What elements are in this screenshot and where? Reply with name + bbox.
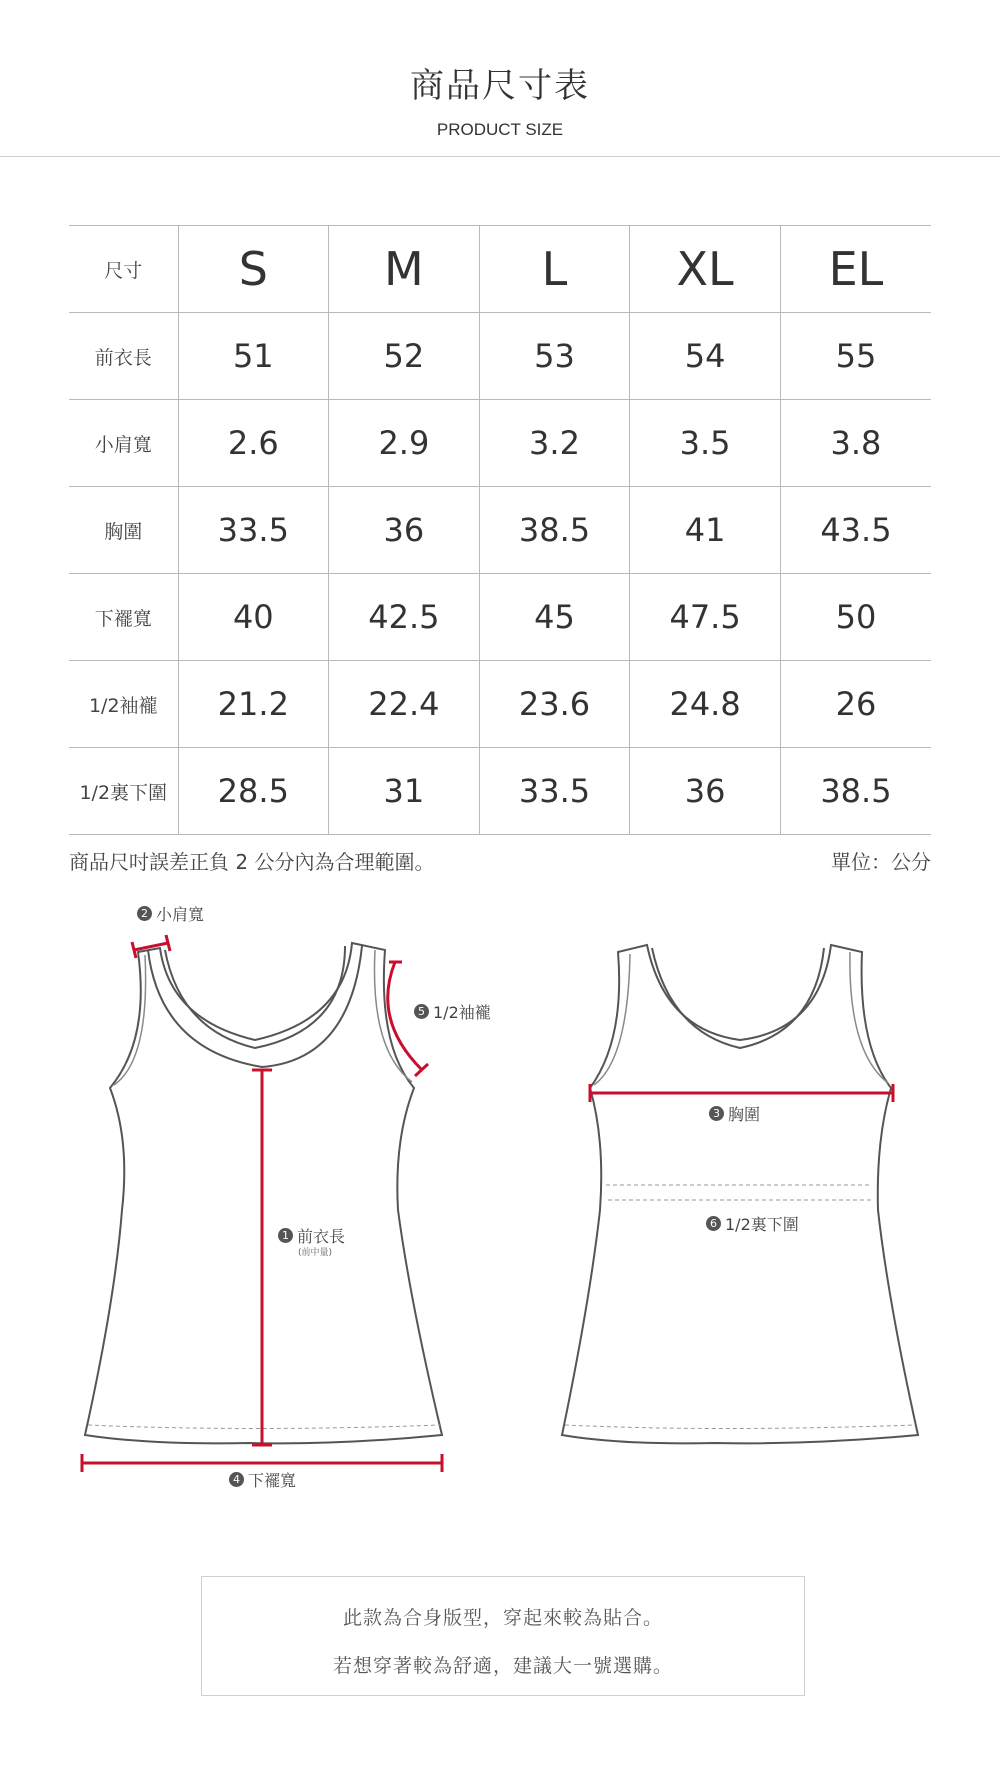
table-cell: 47.5 — [630, 574, 781, 661]
table-cell: 33.5 — [178, 487, 329, 574]
table-cell: 23.6 — [479, 661, 630, 748]
table-cell: 41 — [630, 487, 781, 574]
fit-advice-box — [201, 1576, 805, 1696]
size-header-el: EL — [780, 226, 931, 313]
row-label: 前衣長 — [69, 313, 178, 400]
garment-illustration — [0, 880, 1000, 1500]
table-cell: 50 — [780, 574, 931, 661]
table-cell: 3.8 — [780, 400, 931, 487]
label-text: 1/2裏下圍 — [725, 1215, 799, 1234]
back-garment — [562, 945, 918, 1443]
advice-line-1: 此款為合身版型，穿起來較為貼合。 — [342, 1607, 663, 1629]
header-divider — [0, 156, 1000, 157]
label-text: 前衣長 — [297, 1227, 346, 1246]
table-cell: 3.5 — [630, 400, 781, 487]
table-cell: 40 — [178, 574, 329, 661]
table-cell: 38.5 — [479, 487, 630, 574]
table-cell: 54 — [630, 313, 781, 400]
number-badge: 3 — [709, 1106, 724, 1121]
label-front-length-sub: (前中量) — [298, 1248, 333, 1258]
row-label: 1/2裏下圍 — [69, 748, 178, 835]
table-cell: 36 — [329, 487, 480, 574]
label-text: 下襬寬 — [248, 1471, 297, 1490]
label-text: 胸圍 — [728, 1105, 761, 1124]
label-chest — [709, 1102, 760, 1125]
page-header — [0, 0, 1000, 157]
table-cell: 22.4 — [329, 661, 480, 748]
table-cell: 2.6 — [178, 400, 329, 487]
page-subtitle: PRODUCT SIZE — [436, 120, 564, 139]
number-badge: 4 — [229, 1472, 244, 1487]
table-cell: 53 — [479, 313, 630, 400]
table-row — [69, 487, 931, 574]
table-row — [69, 748, 931, 835]
row-label: 小肩寬 — [69, 400, 178, 487]
table-cell: 42.5 — [329, 574, 480, 661]
label-text: 1/2袖襱 — [433, 1003, 491, 1022]
corner-label: 尺寸 — [69, 226, 178, 313]
size-header-m: M — [329, 226, 480, 313]
size-header-xl: XL — [630, 226, 781, 313]
table-cell: 2.9 — [329, 400, 480, 487]
table-cell: 45 — [479, 574, 630, 661]
size-header-s: S — [178, 226, 329, 313]
unit-note: 單位：公分 — [831, 850, 931, 874]
table-cell: 3.2 — [479, 400, 630, 487]
table-cell: 31 — [329, 748, 480, 835]
page-title: 商品尺寸表 — [410, 66, 590, 106]
table-cell: 38.5 — [780, 748, 931, 835]
table-cell: 52 — [329, 313, 480, 400]
label-shoulder — [137, 902, 204, 925]
advice-line-2: 若想穿著較為舒適，建議大一號選購。 — [332, 1655, 673, 1677]
label-text: 小肩寬 — [156, 905, 205, 924]
table-row — [69, 574, 931, 661]
label-hem — [229, 1468, 296, 1491]
number-badge: 5 — [414, 1004, 429, 1019]
table-cell: 28.5 — [178, 748, 329, 835]
table-cell: 24.8 — [630, 661, 781, 748]
tolerance-note: 商品尺吋誤差正負 2 公分內為合理範圍。 — [69, 850, 435, 874]
table-row — [69, 313, 931, 400]
row-label: 1/2袖襱 — [69, 661, 178, 748]
size-header-l: L — [479, 226, 630, 313]
table-header-row — [69, 226, 931, 313]
row-label: 胸圍 — [69, 487, 178, 574]
table-cell: 43.5 — [780, 487, 931, 574]
number-badge: 6 — [706, 1216, 721, 1231]
table-cell: 55 — [780, 313, 931, 400]
label-lower-girth — [706, 1212, 799, 1235]
table-cell: 33.5 — [479, 748, 630, 835]
number-badge: 2 — [137, 906, 152, 921]
table-cell: 21.2 — [178, 661, 329, 748]
label-armhole — [414, 1000, 491, 1023]
table-cell: 26 — [780, 661, 931, 748]
table-row — [69, 661, 931, 748]
label-front-length — [278, 1224, 345, 1247]
measurement-diagram — [0, 880, 1000, 1500]
row-label: 下襬寬 — [69, 574, 178, 661]
table-cell: 51 — [178, 313, 329, 400]
table-row — [69, 400, 931, 487]
size-table — [69, 225, 931, 835]
table-cell: 36 — [630, 748, 781, 835]
number-badge: 1 — [278, 1228, 293, 1243]
